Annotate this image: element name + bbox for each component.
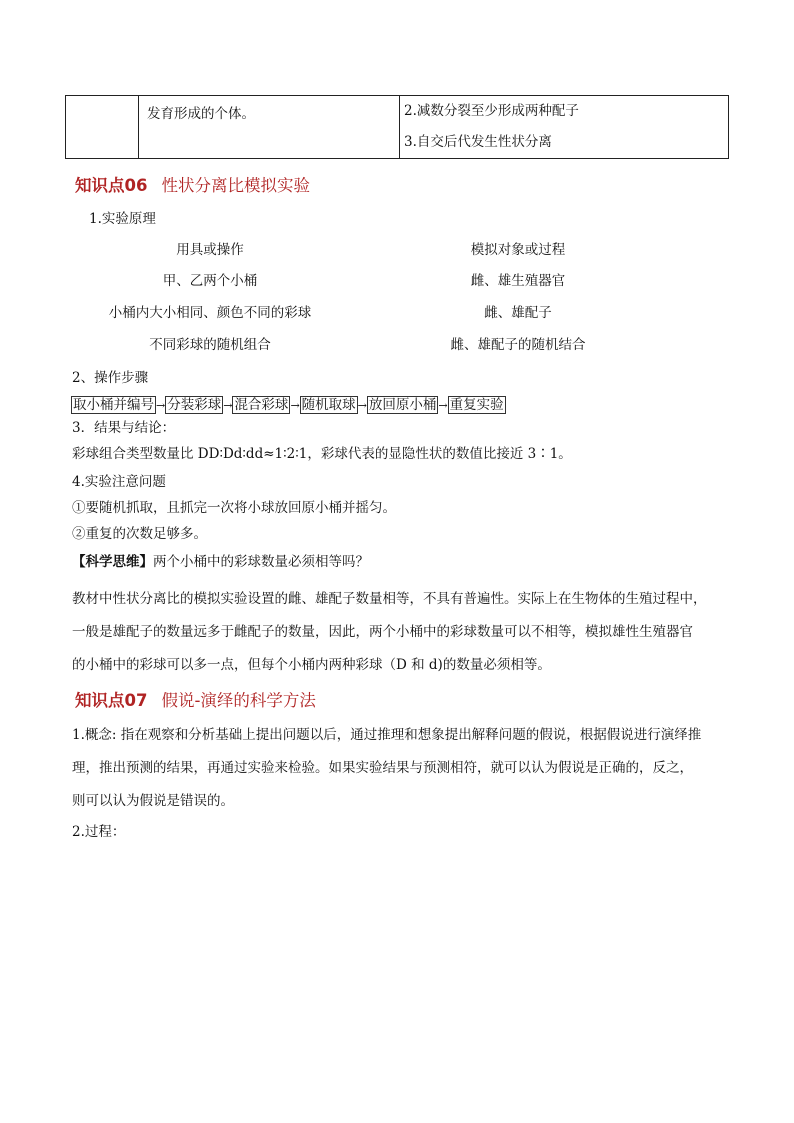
cell-text: 发育形成的个体。	[147, 106, 255, 122]
principle-row-left: 小桶内大小相同、颜色不同的彩球	[108, 305, 312, 321]
condition-line: 3.自交后代发生性状分离	[404, 134, 552, 150]
thinking-label: 【科学思维】	[72, 554, 153, 570]
principle-row-right: 雌、雄生殖器官	[470, 273, 566, 289]
principle-header-right: 模拟对象或过程	[470, 242, 566, 258]
table-cell-conditions	[400, 96, 729, 159]
section-title: 假说-演绎的科学方法	[161, 691, 316, 710]
step-box: 重复实验	[449, 397, 504, 413]
arrow-icon: →	[357, 399, 367, 412]
concept-paragraph	[72, 719, 732, 818]
step-box: 分装彩球	[167, 397, 222, 413]
principle-row-left: 甲、乙两个小桶	[162, 273, 258, 289]
condition-line: 2.减数分裂至少形成两种配子	[404, 103, 579, 119]
arrow-icon: →	[438, 399, 448, 412]
section-heading-06	[75, 172, 310, 196]
question-text: 两个小桶中的彩球数量必须相等吗？	[153, 554, 369, 570]
note-item: ②重复的次数足够多。	[72, 526, 207, 542]
table-cell-description	[139, 96, 400, 159]
section-heading-07	[75, 687, 316, 711]
concept-line: 则可以认为假说是错误的。	[72, 793, 234, 809]
thinking-question	[72, 552, 369, 572]
section-title: 性状分离比模拟实验	[161, 176, 310, 195]
step-box: 取小桶并编号	[73, 397, 154, 413]
table-cell-empty	[66, 96, 139, 159]
principle-row-right: 雌、雄配子的随机结合	[450, 337, 586, 353]
notes-title: 4.实验注意问题	[72, 474, 166, 490]
answer-line: 的小桶中的彩球可以多一点，但每个小桶内两种彩球（D 和 d)的数量必须相等。	[72, 657, 551, 673]
note-item: ①要随机抓取，且抓完一次将小球放回原小桶并摇匀。	[72, 500, 396, 516]
steps-flow	[71, 395, 506, 416]
step-box: 放回原小桶	[368, 397, 437, 413]
section-number: 知识点06	[75, 176, 148, 195]
answer-line: 教材中性状分离比的模拟实验设置的雌、雄配子数量相等，不具有普遍性。实际上在生物体的生殖过程中，	[72, 591, 707, 607]
principle-title: 1.实验原理	[89, 211, 156, 227]
arrow-icon: →	[223, 399, 233, 412]
step-box: 混合彩球	[234, 397, 289, 413]
concept-line: 1.概念: 指在观察和分析基础上提出问题以后，通过推理和想象提出解释问题的假说，根据假说进行演绎推	[72, 727, 702, 743]
answer-line: 一般是雄配子的数量远多于雌配子的数量，因此，两个小桶中的彩球数量可以不相等，模拟雄性生殖器官	[72, 624, 693, 640]
concept-line: 理，推出预测的结果，再通过实验来检验。如果实验结果与预测相符，就可以认为假说是正确的，反之，	[72, 760, 693, 776]
top-table	[65, 95, 729, 159]
principle-row-left: 不同彩球的随机组合	[149, 337, 271, 353]
step-box: 随机取球	[301, 397, 356, 413]
principle-header-left: 用具或操作	[176, 242, 244, 258]
principle-row-right: 雌、雄配子	[484, 305, 552, 321]
process-title: 2.过程：	[72, 824, 126, 840]
section-number: 知识点07	[75, 691, 148, 710]
answer-paragraph	[72, 583, 732, 682]
result-title: 3．结果与结论：	[72, 420, 176, 436]
result-text: 彩球组合类型数量比 DD∶Dd∶dd≈1∶2∶1，彩球代表的显隐性状的数值比接近 3∶1。	[72, 446, 572, 462]
arrow-icon: →	[290, 399, 300, 412]
steps-title: 2、操作步骤	[72, 370, 149, 386]
arrow-icon: →	[156, 399, 166, 412]
